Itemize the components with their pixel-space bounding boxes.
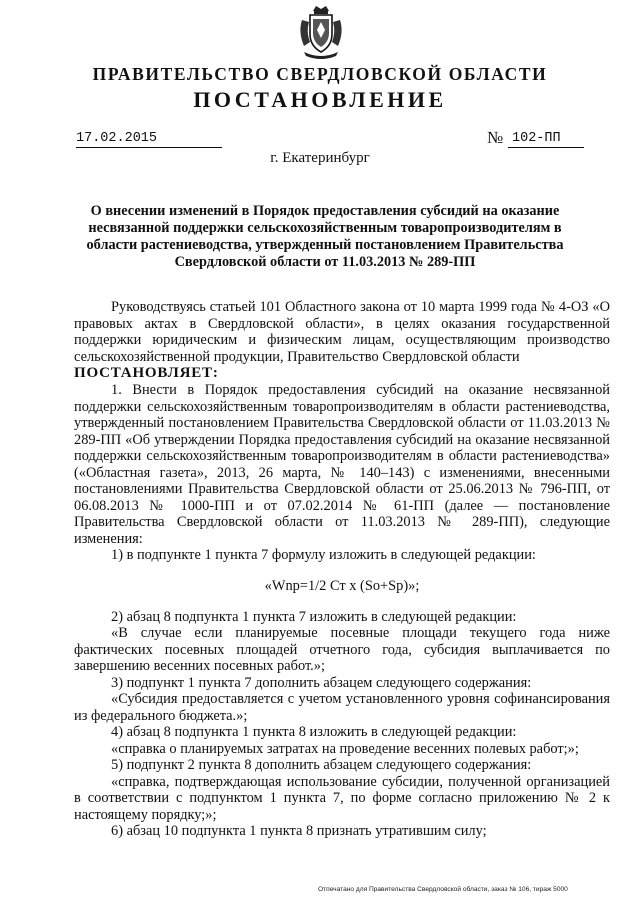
change-6: 6) абзац 10 подпункта 1 пункта 8 признать утратившим силу;	[111, 823, 487, 840]
item-1: 1. Внести в Порядок предоставления субсидий на оказание несвязанной поддержки сельскохозяйственным товаропроизводителям в области растениеводства, утвержденный постановлением Правительства Свердловской области от 11.03.2013 № 289-ПП «Об утверждении Порядка предоставления субсидий на оказание несвязанной поддержки сельскохозяйственным товаропроизводителям в области растениеводства» («Областная газета», 2013, 26 марта, № 140–143) с изменениями, внесенными постановлениями Правительства Свердловской области от 25.06.2013 № 796-ПП, от 06.08.2013 № 1000-ПП и от 07.02.2014 № 61-ПП (далее — постановление Правительства Свердловской области от 11.03.2013 № 289-ПП), следующие изменения:	[74, 382, 610, 547]
city: г. Екатеринбург	[270, 150, 370, 166]
document-number: 102-ПП	[508, 131, 584, 148]
change-1: 1) в подпункте 1 пункта 7 формулу изложить в следующей редакции:	[111, 547, 536, 563]
change-4: 4) абзац 8 подпункта 1 пункта 8 изложить в следующей редакции:	[111, 724, 517, 741]
print-footer: Отпечатано для Правительства Свердловской области, заказ № 106, тираж 5000	[318, 886, 568, 893]
resolves-heading: ПОСТАНОВЛЯЕТ:	[74, 365, 219, 381]
change-4-text: «справка о планируемых затратах на проведение весенних полевых работ;»;	[111, 740, 579, 757]
change-3: 3) подпункт 1 пункта 7 дополнить абзацем следующего содержания:	[111, 674, 532, 691]
change-5: 5) подпункт 2 пункта 8 дополнить абзацем следующего содержания:	[111, 757, 532, 774]
coat-of-arms-icon	[296, 2, 346, 60]
formula: «Wnp=1/2 Ст х (So+Sp)»;	[264, 577, 420, 594]
government-name: ПРАВИТЕЛЬСТВО СВЕРДЛОВСКОЙ ОБЛАСТИ	[92, 64, 548, 84]
intro-paragraph: Руководствуясь статьей 101 Областного закона от 10 марта 1999 года № 4-ОЗ «О правовых актах в Свердловской области», в целях оказания государственной поддержки юридическим и физическим лицам, осуществляющим производство сельскохозяйственной продукции, Правительство Свердловской области	[74, 299, 610, 365]
document-type: ПОСТАНОВЛЕНИЕ	[193, 87, 447, 112]
change-3-text: «Субсидия предоставляется с учетом установленного уровня софинансирования из федерального бюджета.»;	[74, 691, 610, 724]
number-label: №	[487, 128, 504, 147]
change-2: 2) абзац 8 подпункта 1 пункта 7 изложить в следующей редакции:	[111, 608, 517, 625]
document-body	[74, 299, 610, 840]
document-date: 17.02.2015	[76, 131, 222, 148]
change-5-text: «справка, подтверждающая использование субсидии, полученной организацией в соответствии с подпунктом 1 пункта 7, по форме согласно приложению № 2 к настоящему порядку;»;	[74, 773, 610, 823]
change-2-text: «В случае если планируемые посевные площади текущего года ниже фактических посевных площадей отчетного года, субсидия выплачивается по завершению весенних посевных работ.»;	[74, 625, 610, 675]
document-title: О внесении изменений в Порядок предоставления субсидий на оказание несвязанной поддержки сельскохозяйственным товаропроизводителям в области растениеводства, утвержденный постановлением Правительства Свердловской области от 11.03.2013 № 289-ПП	[86, 203, 564, 270]
